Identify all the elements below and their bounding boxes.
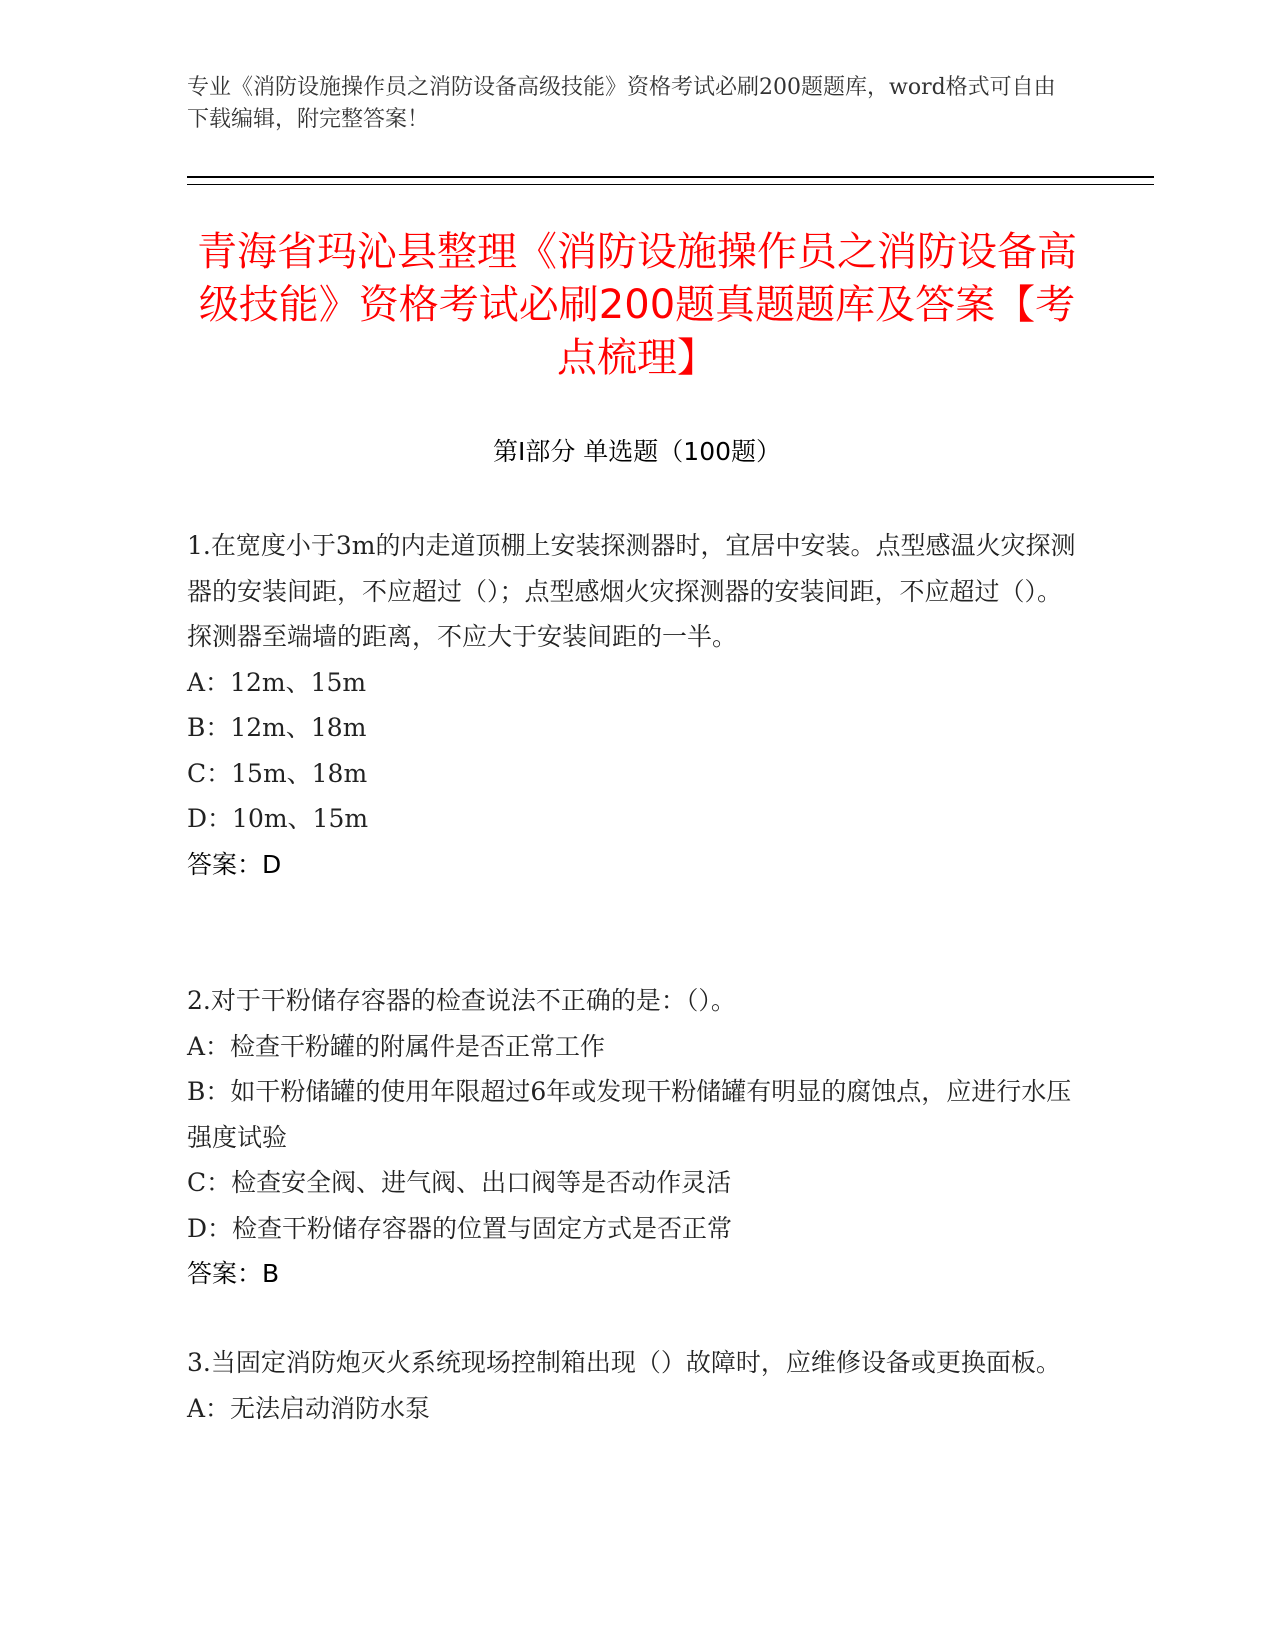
question-1-option-d: D：10m、15m bbox=[187, 804, 369, 833]
question-3-stem: 3.当固定消防炮灭火系统现场控制箱出现（）故障时，应维修设备或更换面板。 bbox=[187, 1348, 1061, 1377]
question-2-stem: 2.对于干粉储存容器的检查说法不正确的是：（）。 bbox=[187, 986, 736, 1015]
question-1-option-a: A：12m、15m bbox=[187, 667, 367, 697]
header-rule-thin bbox=[187, 184, 1154, 185]
document-title: 青海省玛沁县整理《消防设施操作员之消防设备高级技能》资格考试必刷200题真题题库及答案【考点梳理】 bbox=[197, 229, 1077, 381]
question-2-answer: 答案：B bbox=[187, 1259, 280, 1288]
question-1-stem: 1.在宽度小于3m的内走道顶棚上安装探测器时，宜居中安装。点型感温火灾探测器的安装间距，不应超过（）；点型感烟火灾探测器的安装间距，不应超过（）。探测器至端墙的距离，不应大于安装间距的一半。 bbox=[187, 531, 1076, 651]
header-note: 专业《消防设施操作员之消防设备高级技能》资格考试必刷200题题库，word格式可自由下载编辑，附完整答案！ bbox=[187, 75, 1056, 132]
question-2-option-d: D：检查干粉储存容器的位置与固定方式是否正常 bbox=[187, 1213, 733, 1243]
question-2-option-c: C：检查安全阀、进气阀、出口阀等是否动作灵活 bbox=[187, 1168, 732, 1197]
question-2-option-a: A：检查干粉罐的附属件是否正常工作 bbox=[187, 1031, 606, 1061]
question-3 bbox=[187, 1340, 1077, 1431]
question-1-answer: 答案：D bbox=[187, 849, 282, 879]
question-2 bbox=[187, 978, 1077, 1297]
question-1 bbox=[187, 523, 1077, 887]
question-3-option-a: A：无法启动消防水泵 bbox=[187, 1393, 431, 1423]
section-title: 第I部分 单选题（100题） bbox=[492, 437, 782, 466]
question-1-option-b: B：12m、18m bbox=[187, 713, 367, 742]
question-1-option-c: C：15m、18m bbox=[187, 758, 368, 788]
question-2-option-b: B：如干粉储罐的使用年限超过6年或发现干粉储罐有明显的腐蚀点，应进行水压强度试验 bbox=[187, 1077, 1072, 1152]
header-rule-thick bbox=[187, 176, 1154, 178]
